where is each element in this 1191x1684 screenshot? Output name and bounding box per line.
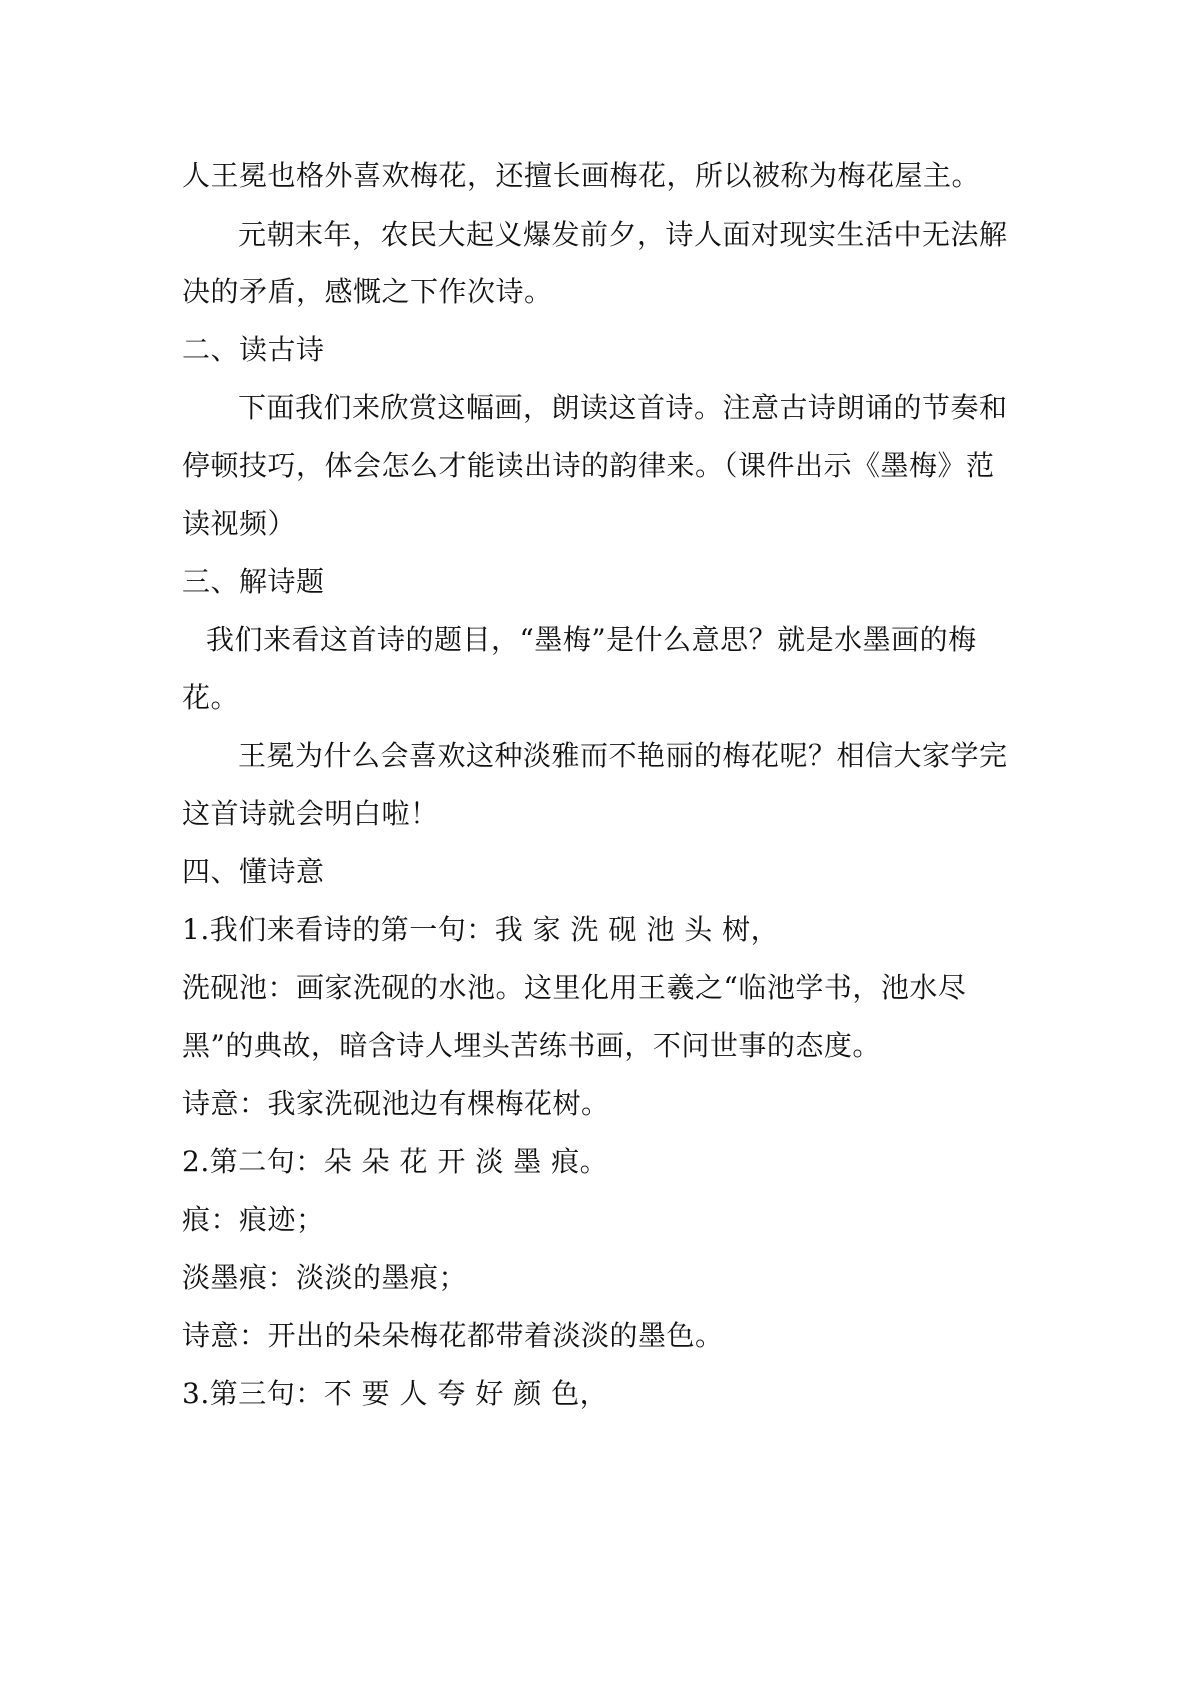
paragraph-line: 下面我们来欣赏这幅画，朗读这首诗。注意古诗朗诵的节奏和 [238,391,1008,424]
paragraph-line: 我们来看这首诗的题目，“墨梅”是什么意思？就是水墨画的梅 [206,623,977,656]
paragraph-line: 决的矛盾，感慨之下作次诗。 [182,275,553,308]
poem-line-3: 3.第三句：不 要 人 夸 好 颜 色， [182,1377,609,1410]
definition-line: 痕：痕迹； [182,1203,325,1236]
paragraph-line: 这首诗就会明白啦！ [182,797,439,830]
section-heading: 二、读古诗 [182,333,325,366]
poem-line-1: 1.我们来看诗的第一句：我 家 洗 砚 池 头 树， [182,913,780,946]
paragraph-line: 读视频） [182,507,297,540]
paragraph-line: 元朝末年，农民大起义爆发前夕，诗人面对现实生活中无法解 [238,218,1008,251]
meaning-line: 诗意：开出的朵朵梅花都带着淡淡的墨色。 [182,1319,724,1352]
section-heading: 三、解诗题 [182,565,325,598]
paragraph-line: 黑”的典故，暗含诗人埋头苦练书画，不问世事的态度。 [182,1029,881,1062]
paragraph-line: 洗砚池：画家洗砚的水池。这里化用王羲之“临池学书，池水尽 [182,971,967,1004]
paragraph-line: 王冕为什么会喜欢这种淡雅而不艳丽的梅花呢？相信大家学完 [238,739,1008,772]
paragraph-line: 停顿技巧，体会怎么才能读出诗的韵律来。（课件出示《墨梅》范 [182,449,995,482]
poem-line-2: 2.第二句：朵 朵 花 开 淡 墨 痕。 [182,1145,609,1178]
paragraph-line: 花。 [182,681,240,714]
meaning-line: 诗意：我家洗砚池边有棵梅花树。 [182,1087,610,1120]
section-heading: 四、懂诗意 [182,855,325,888]
paragraph-line: 人王冕也格外喜欢梅花，还擅长画梅花，所以被称为梅花屋主。 [182,159,981,192]
definition-line: 淡墨痕：淡淡的墨痕； [182,1261,468,1294]
